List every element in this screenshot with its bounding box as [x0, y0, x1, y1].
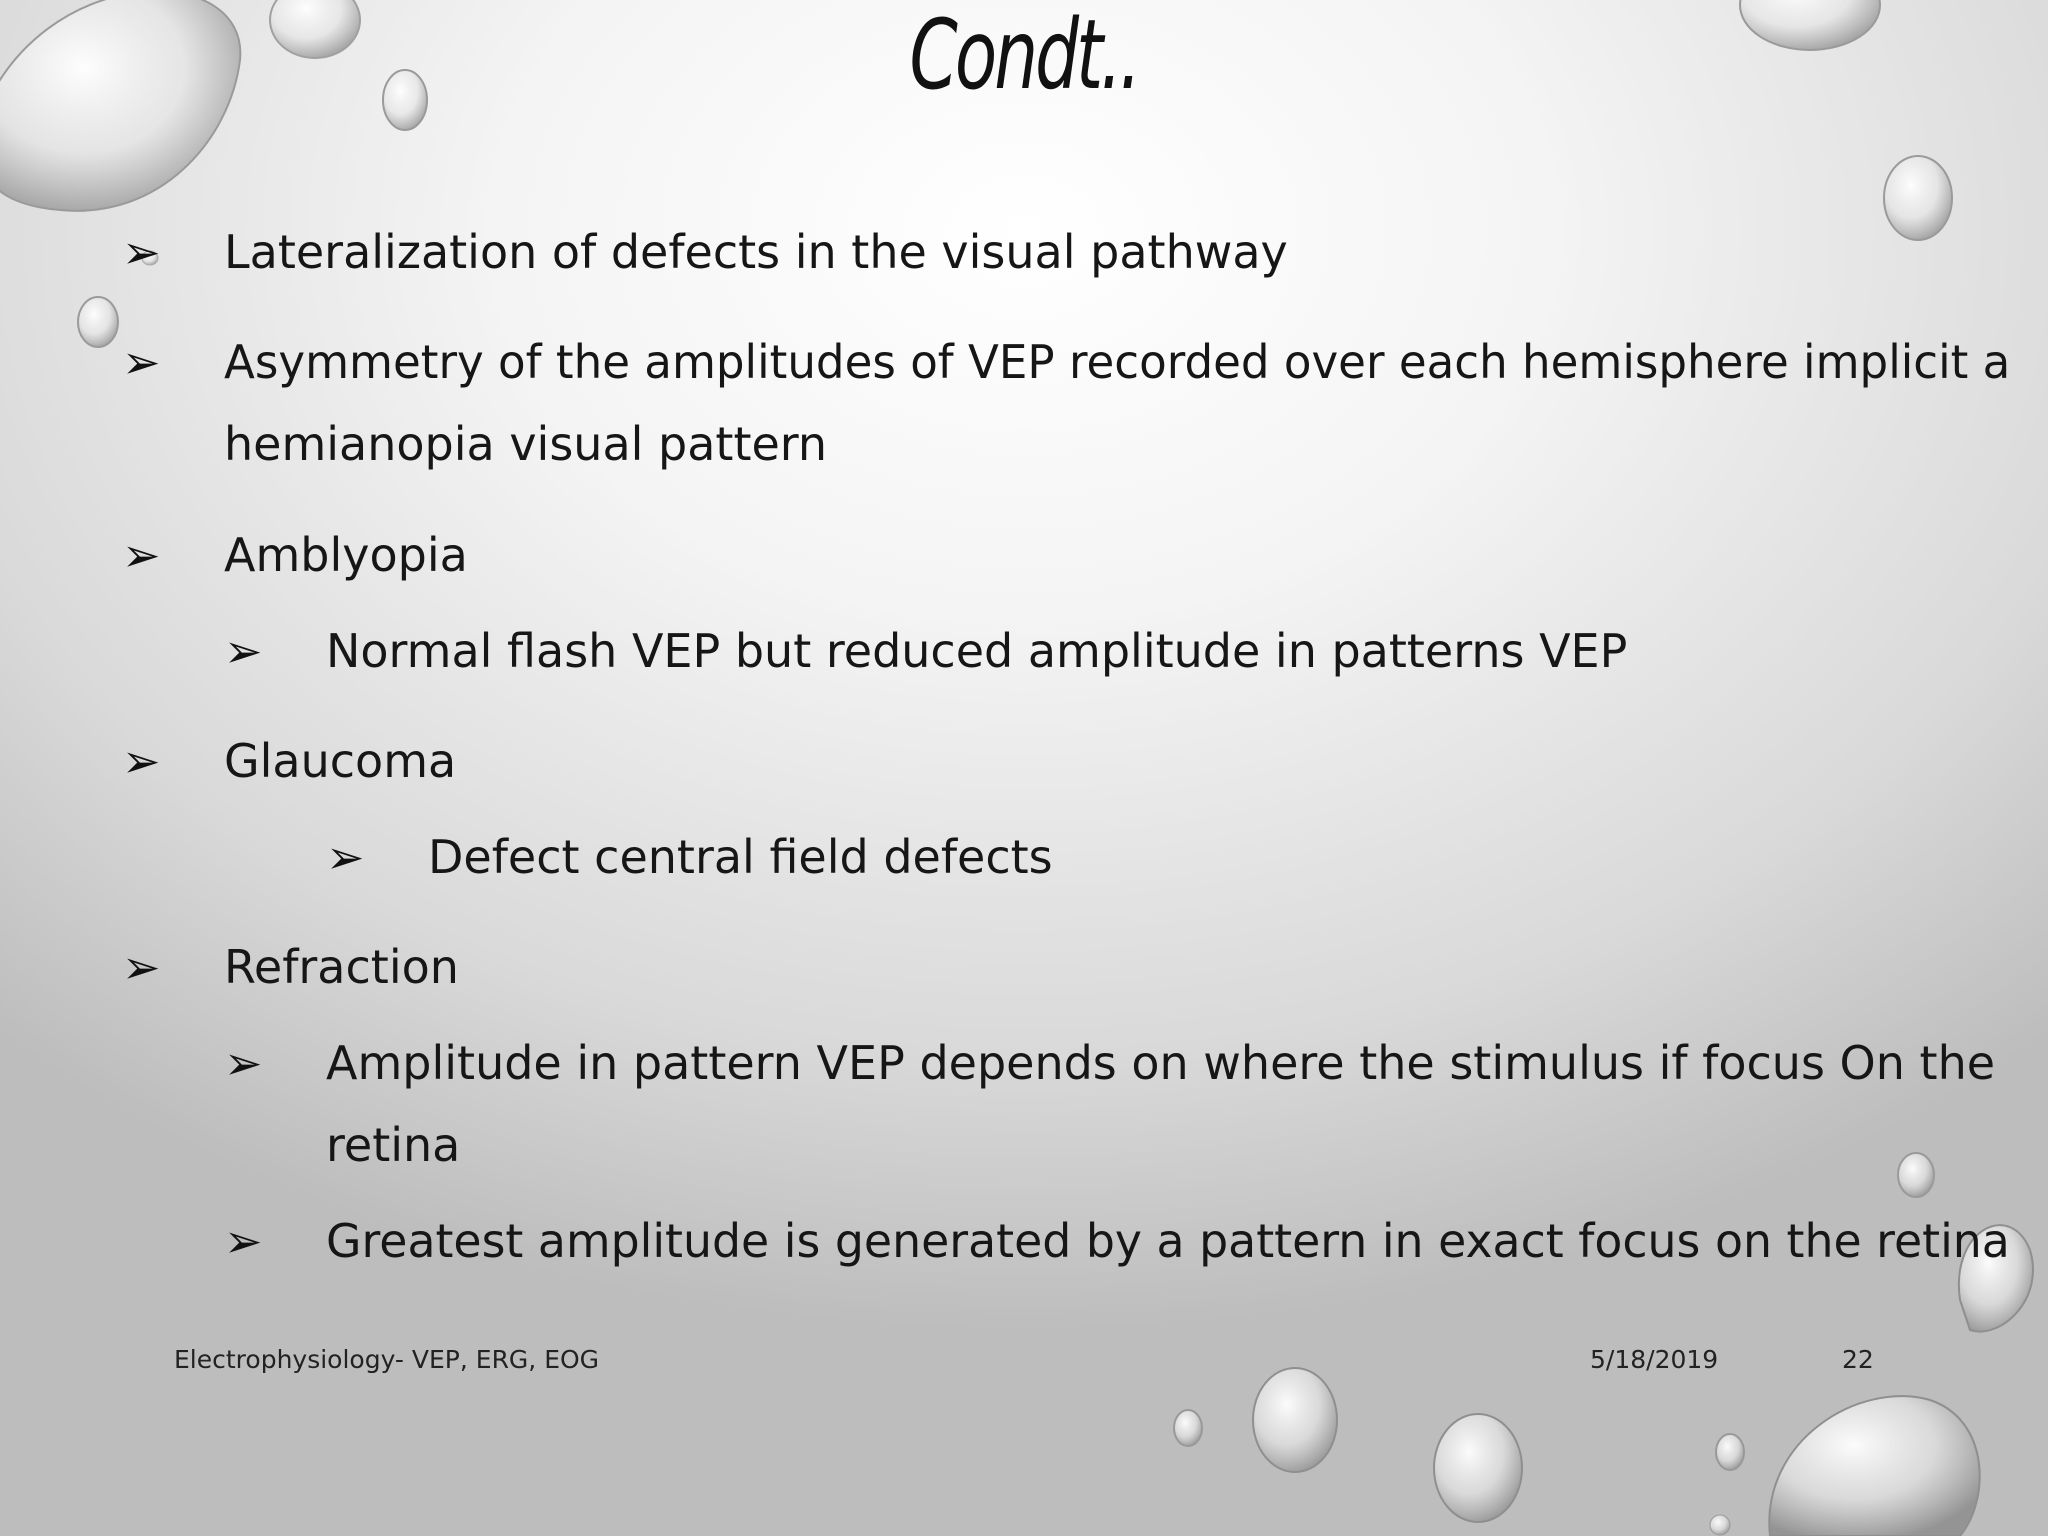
bullet-arrow-icon: ➢ [224, 1214, 263, 1268]
bullet-arrow-icon: ➢ [122, 335, 161, 389]
bullet-item: Lateralization of defects in the visual pathway [224, 225, 1288, 279]
footer-date: 5/18/2019 [1590, 1345, 1719, 1374]
bullet-item: Greatest amplitude is generated by a pattern in exact focus on the retina [326, 1214, 2010, 1268]
bullet-item-continuation: retina [326, 1118, 461, 1172]
bullet-item: Refraction [224, 940, 459, 994]
bullet-arrow-icon: ➢ [224, 624, 263, 678]
bullet-item: Defect central field defects [428, 830, 1053, 884]
bullet-arrow-icon: ➢ [122, 225, 161, 279]
bullet-item: Glaucoma [224, 734, 457, 788]
bullet-arrow-icon: ➢ [122, 734, 161, 788]
bullet-arrow-icon: ➢ [224, 1036, 263, 1090]
bullet-arrow-icon: ➢ [326, 830, 365, 884]
bullet-item-continuation: hemianopia visual pattern [224, 417, 828, 471]
slide-title: Condt.. [909, 0, 1139, 111]
bullet-item: Amplitude in pattern VEP depends on where the stimulus if focus On the [326, 1036, 1996, 1090]
bullet-item: Asymmetry of the amplitudes of VEP recorded over each hemisphere implicit a [224, 335, 2011, 389]
footer-title: Electrophysiology- VEP, ERG, EOG [174, 1345, 600, 1374]
bullet-arrow-icon: ➢ [122, 940, 161, 994]
footer-page-number: 22 [1842, 1345, 1874, 1374]
bullet-item: Amblyopia [224, 528, 468, 582]
bullet-item: Normal flash VEP but reduced amplitude in patterns VEP [326, 624, 1628, 678]
bullet-arrow-icon: ➢ [122, 528, 161, 582]
